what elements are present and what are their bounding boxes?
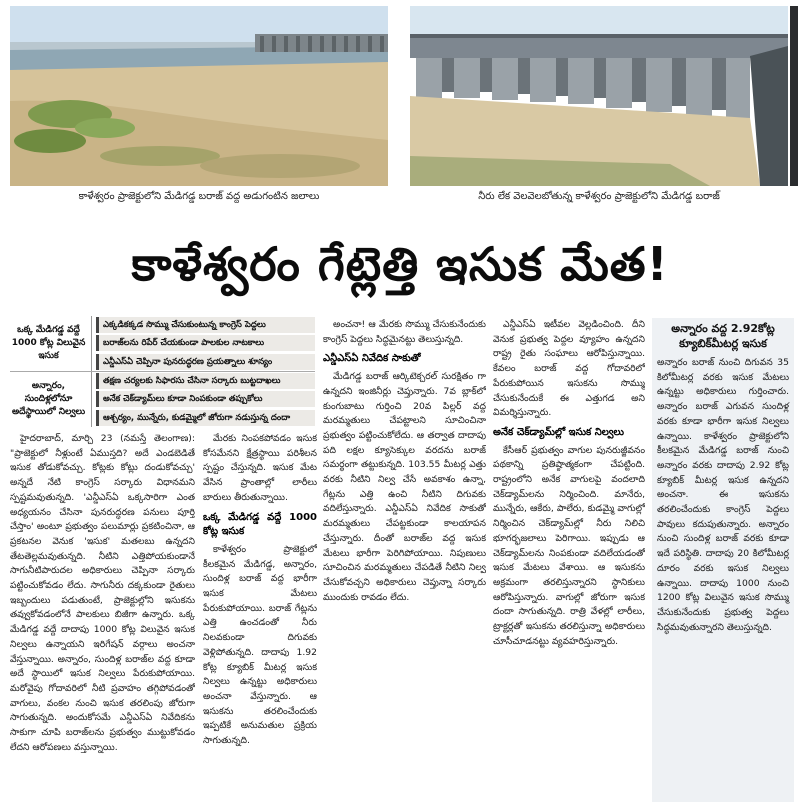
article-subhead: ఒక్క మేడిగడ్డ వద్దే 1000 కోట్ల ఇసుక: [203, 511, 317, 538]
summary-item: తక్షణ చర్యలకు సిఫారసు చేసినా సర్కారు బుట్టదాఖలు: [96, 373, 315, 389]
article-paragraph: అంచనా! ఆ మేరకు సొమ్ము చేసుకునేందుకు కాంగ్రెస్ పెద్దలు సిద్ధమైనట్టు తెలుస్తున్నది.: [323, 319, 486, 345]
photo-caption-left: కాళేశ్వరం ప్రాజెక్టులోని మేడిగడ్డ బరాజ్ వద్ద అడుగంటిన జలాలు: [78, 191, 320, 202]
article-subhead: ఎన్డీఎస్‌ఏ నివేదిక సాకుతో: [323, 353, 421, 365]
sidebar-title: అన్నారం వద్ద 2.92కోట్ల క్యూబిక్‌మీటర్ల ఇసుక: [671, 322, 775, 350]
article-column-4: [493, 318, 645, 802]
summary-item: అనేక చెక్‌డ్యామ్‌లు కూడా నింపకుండా తప్పుకోలు: [96, 391, 315, 407]
article-paragraph: హైదరాబాద్, మార్చి 23 (నమస్తే తెలంగాణ): "ప్రాజెక్టులో నీళ్లుంటే ఏముస్తది? అదే ఎండబెడితే ఇసుక తోడుకోవచ్చు. కోట్లకు కోట్లు దండుకోవచ్చు' అన్నదే నేటి కాంగ్రెస్ సర్కారు విధానమని స్పష్టమవుతున్నది. 'ఎన్డీఎస్‌ఏ ఒక్కసారిగా ఎంత అధ్యయనం చేసినా పునరుద్ధరణ పనులు పూర్తి చేస్తాం' అంటూ ప్రభుత్వం పలుమార్లు ప్రకటించినా, ఆ ప్రకటనల వెనుక 'ఇసుక' మతలబు ఉన్నదని తేటతెల్లమవుతున్నది. నీటిని ఎత్తిపోయకుండానే సాగునీటిపారుదల అధికారులు చెప్పినా సర్కారు పట్టించుకోవడం లేదు. సాగునీరు దక్కకుండా రైతులు ఇబ్బందులు పడుతుంటే, ప్రాజెక్టుల్లోని ఇసుకను తవ్వుకోవడంలోనే పాలకులు బిజీగా ఉన్నారు. ఒక్క మేడిగడ్డ వద్దే దాదాపు 1000 కోట్ల విలువైన ఇసుక నిల్వలు ఉన్నాయని ఇరిగేషన్ వర్గాలు అంచనా వేస్తున్నాయి. అన్నారం, సుందిళ్ల బరాజ్‌ల వద్ద కూడా అదే స్థాయిలో ఇసుక నిల్వలు పేరుకుపోయాయి. మరోవైపు గోదావరిలో నీటి ప్రవాహం తగ్గిపోవడంతో వాగులు, వంకల నుంచి ఇసుక తరలింపు జోరుగా సాగుతున్నది. అందుకోసమే ఎన్డీఎస్‌ఏ నివేదికను సాకుగా చూపి బరాజ్‌లను ప్రభుత్వం ముట్టుకోవడం లేదని ఆరోపణలు వస్తున్నాయి.: [10, 433, 195, 753]
summary-label-1: ఒక్క మేడిగడ్డ వద్దే 1000 కోట్ల విలువైన ఇసుక: [10, 316, 92, 371]
summary-item: ఆశ్చర్యం, మున్నేరు, కుడమ్మైలో జోరుగా నడుస్తున్న దందా: [96, 410, 315, 426]
article-paragraph: మేడిగడ్డ బరాజ్ ఆర్కిటెక్చరల్ సురక్షితం గా ఉన్నదని ఇంజినీర్లు చెప్తున్నారు. 7వ బ్లాక్‌లో కుంగుబాటు గుర్తించి 20వ పిల్లర్ వద్ద మరమ్మతులు చేపట్టాలని సూచించినా ప్రభుత్వం పట్టించుకోలేదు. ఆ తర్వాత దాదాపు పది లక్షల క్యూసెక్కుల వరదను బరాజ్ సమర్థంగా తట్టుకున్నది. 103.55 మీటర్ల ఎత్తు వరకు నీటిని నిల్వ చేసే అవకాశం ఉన్నా, గేట్లను ఎత్తి ఉంచి నీటిని దిగువకు వదిలేస్తున్నారు. ఎన్డీఎస్‌ఏ నివేదిక సాకుతో మరమ్మతులు చేపట్టకుండా కాలయాపన చేస్తున్నారు. దీంతో బరాజ్‌ల వద్ద ఇసుక మేటలు భారీగా పెరిగిపోయాయి. నిపుణులు సూచించిన మరమ్మతులు చేపడితే నీటిని నిల్వ చేసుకోవచ్చని అధికారులు చెప్తున్నా సర్కారు ముందుకు రావడం లేదు.: [323, 371, 486, 603]
sidebar-body: అన్నారం బరాజ్ నుంచి దిగువన 35 కిలోమీటర్ల వరకు ఇసుక మేటలు ఉన్నట్టు అధికారులు గుర్తించారు. అన్నారం బరాజ్ ఎగువన సుందిళ్ల వరకు కూడా భారీగా ఇసుక నిల్వలు ఉన్నాయి. కాళేశ్వరం ప్రాజెక్టులోని కీలకమైన మేడిగడ్డ బరాజ్ నుంచి అన్నారం వరకు దాదాపు 2.92 కోట్ల క్యూబిక్ మీటర్ల ఇసుక ఉన్నదని అంచనా. ఈ ఇసుకను తరలించేందుకు కాంగ్రెస్ పెద్దలు పావులు కదుపుతున్నారు. అన్నారం నుంచి సుందిళ్ల బరాజ్ వరకు కూడా ఇదే పరిస్థితి. దాదాపు 20 కిలోమీటర్ల దూరం వరకు ఇసుక నిల్వలు ఉన్నాయి. దాదాపు 1000 నుంచి 1200 కోట్ల విలువైన ఇసుక సొమ్ము చేసుకునేందుకు ప్రభుత్వ పెద్దలు సిద్ధమవుతున్నారని తెలుస్తున్నది.: [657, 357, 789, 633]
photo-barrage-gates: [410, 6, 788, 186]
summary-item: ఎన్డీఎస్‌ఏ చెప్పినా పునరుద్ధరణ ప్రయత్నాలు శూన్యం: [96, 354, 315, 370]
summary-group-1: [10, 316, 315, 371]
article-paragraph: మేరకు నింపకపోవడం ఇసుక కోసమేనని క్షేత్రస్థాయి పరిశీలన స్పష్టం చేస్తున్నది. ఇసుక మేట వేసిన ప్రాంతాల్లో లారీలు బారులు తీరుతున్నాయి.: [203, 433, 317, 503]
article-paragraph: కాళేశ్వరం ప్రాజెక్టులో కీలకమైన మేడిగడ్డ, అన్నారం, సుందిళ్ల బరాజ్ వద్ద భారీగా ఇసుక మేటలు పేరుకుపోయాయి. బరాజ్ గేట్లను ఎత్తి ఉంచడంతో నీరు నిలవకుండా దిగువకు వెళ్లిపోతున్నది. దాదాపు 1.92 కోట్ల క్యూబిక్ మీటర్ల ఇసుక నిల్వలు ఉన్నట్టు అధికారులు అంచనా వేస్తున్నారు. ఆ ఇసుకను తరలించేందుకు ఇప్పటికే అనుమతుల ప్రక్రియ సాగుతున్నది.: [203, 543, 317, 747]
summary-label-2: అన్నారం, సుందిళ్లలోనూ అదేస్థాయిలో నిల్వలు: [10, 372, 92, 427]
photo-caption-right: నీరు లేక వెలవెలబోతున్న కాళేశ్వరం ప్రాజెక్టులోని మేడిగడ్డ బరాజ్: [478, 191, 720, 202]
article-paragraph: కేసీఆర్ ప్రభుత్వం వాగుల పునరుజ్జీవనం పథకాన్ని ప్రతిష్ఠాత్మకంగా చేపట్టింది. రాష్ట్రంలోని అనేక వాగులపై వందలాది చెక్‌డ్యామ్‌లను నిర్మించింది. మానేరు, మున్నేరు, ఆకేరు, పాలేరు, కుడమ్మై వాగుల్లో నిర్మించిన చెక్‌డ్యామ్‌ల్లో నీరు నిలిచి భూగర్భజలాలు పెరిగాయి. ఇప్పుడు ఆ చెక్‌డ్యామ్‌లను నింపకుండా వదిలేయడంతో ఇసుక మేటలు వేశాయి. ఆ ఇసుకను అక్రమంగా తరలిస్తున్నారని స్థానికులు ఆరోపిస్తున్నారు. వాగుల్లో జోరుగా ఇసుక దందా సాగుతున్నది. రాత్రి వేళల్లో లారీలు, ట్రాక్టర్లతో ఇసుకను తరలిస్తున్నా అధికారులు చూసీచూడనట్టు వ్యవహరిస్తున్నారు.: [493, 444, 645, 647]
article-column-2: [203, 432, 317, 800]
photo-dried-riverbed: [10, 6, 388, 186]
article-column-3: [323, 318, 486, 802]
sidebar-box: [652, 318, 794, 802]
article-paragraph: ఎన్డీఎస్‌ఏ ఇటీవల వెల్లడించింది. దీని వెనుక ప్రభుత్వ పెద్దల వ్యూహం ఉన్నదని రాష్ట్ర రైతు సంఘాలు ఆరోపిస్తున్నాయి. కేవలం బరాజ్ వద్ద గోదావరిలో పేరుకుపోయిన ఇసుకను సొమ్ము చేసుకునేందుకే ఈ ఎత్తుగడ అని విమర్శిస్తున్నారు.: [493, 319, 645, 419]
photo-edge-strip: [790, 6, 798, 186]
summary-group-2: [10, 372, 315, 427]
summary-box: [10, 316, 315, 426]
summary-item: బరాజ్‌లను రిపేర్ చేయకుండా పాలకుల నాటకాలు: [96, 335, 315, 351]
summary-item: ఎక్కడికక్కడ సొమ్ము చేసుకుంటున్న కాంగ్రెస్ పెద్దలు: [96, 317, 315, 333]
headline: కాళేశ్వరం గేట్లెత్తి ఇసుక మేత!: [131, 237, 669, 291]
article-column-1: [10, 432, 195, 800]
article-subhead: అనేక చెక్‌డ్యామ్‌ల్లో ఇసుక నిల్వలు: [493, 426, 624, 438]
